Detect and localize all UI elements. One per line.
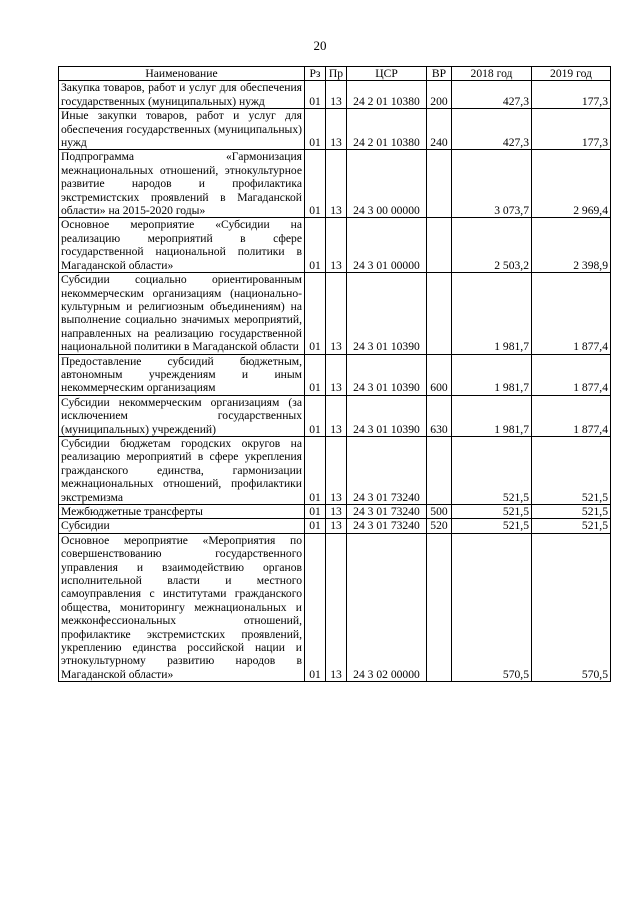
row-2019: 570,5 xyxy=(532,533,611,681)
table-row xyxy=(59,533,611,681)
row-pr: 13 xyxy=(326,81,347,109)
row-name: Субсидии xyxy=(59,519,305,533)
row-name: Субсидии социально ориентированным некоммерческим организациям (национально-культурным и религиозным объединениям) на выполнение социально значимых мероприятий, направленных на реализацию государственной национальной политики в Магаданской области xyxy=(59,273,305,354)
table-header-row xyxy=(59,67,611,81)
row-csr: 24 3 01 10390 xyxy=(347,395,427,436)
table-row xyxy=(59,109,611,150)
table-row xyxy=(59,150,611,218)
row-vr: 500 xyxy=(427,505,452,519)
row-vr: 200 xyxy=(427,81,452,109)
table-row xyxy=(59,436,611,504)
row-2019: 521,5 xyxy=(532,436,611,504)
row-2018: 2 503,2 xyxy=(452,218,532,273)
row-csr: 24 3 02 00000 xyxy=(347,533,427,681)
header-csr: ЦСР xyxy=(347,67,427,81)
row-vr xyxy=(427,273,452,354)
row-pr: 13 xyxy=(326,436,347,504)
row-pr: 13 xyxy=(326,395,347,436)
row-vr: 520 xyxy=(427,519,452,533)
row-2018: 427,3 xyxy=(452,81,532,109)
row-name: Предоставление субсидий бюджетным, автономным учреждениям и иным некоммерческим организациям xyxy=(59,354,305,395)
row-2018: 3 073,7 xyxy=(452,150,532,218)
row-pr: 13 xyxy=(326,505,347,519)
row-rz: 01 xyxy=(305,519,326,533)
row-vr: 630 xyxy=(427,395,452,436)
row-csr: 24 3 01 00000 xyxy=(347,218,427,273)
table-row xyxy=(59,354,611,395)
row-rz: 01 xyxy=(305,150,326,218)
row-pr: 13 xyxy=(326,150,347,218)
row-name: Основное мероприятие «Мероприятия по совершенствованию государственного управления и взаимодействию органов исполнительной власти и местного самоуправления с институтами гражданского общества, мониторингу межнациональных и межконфессиональных отношений, профилактике экстремистских проявлений, укреплению единства российской нации и этнокультурному развитию народов в Магаданской области» xyxy=(59,533,305,681)
table-row xyxy=(59,273,611,354)
row-2018: 1 981,7 xyxy=(452,354,532,395)
row-2019: 2 969,4 xyxy=(532,150,611,218)
row-name: Межбюджетные трансферты xyxy=(59,505,305,519)
row-vr: 240 xyxy=(427,109,452,150)
row-2018: 570,5 xyxy=(452,533,532,681)
row-pr: 13 xyxy=(326,533,347,681)
row-rz: 01 xyxy=(305,436,326,504)
row-rz: 01 xyxy=(305,354,326,395)
row-2018: 521,5 xyxy=(452,505,532,519)
row-2019: 521,5 xyxy=(532,519,611,533)
row-rz: 01 xyxy=(305,218,326,273)
row-vr: 600 xyxy=(427,354,452,395)
row-2018: 1 981,7 xyxy=(452,395,532,436)
row-csr: 24 3 01 10390 xyxy=(347,354,427,395)
header-rz: Рз xyxy=(305,67,326,81)
row-2018: 1 981,7 xyxy=(452,273,532,354)
row-csr: 24 3 01 73240 xyxy=(347,519,427,533)
row-name: Основное мероприятие «Субсидии на реализацию мероприятий в сфере государственной национальной политики в Магаданской области» xyxy=(59,218,305,273)
row-rz: 01 xyxy=(305,505,326,519)
budget-table xyxy=(58,66,611,682)
header-name: Наименование xyxy=(59,67,305,81)
row-2019: 177,3 xyxy=(532,109,611,150)
row-vr xyxy=(427,436,452,504)
header-vr: ВР xyxy=(427,67,452,81)
row-vr xyxy=(427,150,452,218)
row-2018: 521,5 xyxy=(452,519,532,533)
row-pr: 13 xyxy=(326,354,347,395)
row-pr: 13 xyxy=(326,218,347,273)
row-rz: 01 xyxy=(305,533,326,681)
row-rz: 01 xyxy=(305,81,326,109)
row-pr: 13 xyxy=(326,109,347,150)
header-2019: 2019 год xyxy=(532,67,611,81)
row-2018: 521,5 xyxy=(452,436,532,504)
row-2019: 177,3 xyxy=(532,81,611,109)
row-2019: 521,5 xyxy=(532,505,611,519)
table-row xyxy=(59,81,611,109)
table-row xyxy=(59,519,611,533)
row-name: Субсидии некоммерческим организациям (за исключением государственных (муниципальных) учреждений) xyxy=(59,395,305,436)
row-name: Подпрограмма «Гармонизация межнациональных отношений, этнокультурное развитие народов и профилактика экстремистских проявлений в Магаданской области» на 2015-2020 годы» xyxy=(59,150,305,218)
row-csr: 24 3 01 73240 xyxy=(347,436,427,504)
row-name: Иные закупки товаров, работ и услуг для обеспечения государственных (муниципальных) нужд xyxy=(59,109,305,150)
row-csr: 24 3 01 10390 xyxy=(347,273,427,354)
row-2019: 2 398,9 xyxy=(532,218,611,273)
table-row xyxy=(59,218,611,273)
row-csr: 24 2 01 10380 xyxy=(347,109,427,150)
row-pr: 13 xyxy=(326,273,347,354)
row-vr xyxy=(427,218,452,273)
table-row xyxy=(59,395,611,436)
row-2018: 427,3 xyxy=(452,109,532,150)
table-row xyxy=(59,505,611,519)
row-csr: 24 2 01 10380 xyxy=(347,81,427,109)
row-csr: 24 3 00 00000 xyxy=(347,150,427,218)
row-pr: 13 xyxy=(326,519,347,533)
page-number: 20 xyxy=(313,38,327,53)
row-csr: 24 3 01 73240 xyxy=(347,505,427,519)
row-rz: 01 xyxy=(305,109,326,150)
row-name: Закупка товаров, работ и услуг для обеспечения государственных (муниципальных) нужд xyxy=(59,81,305,109)
row-rz: 01 xyxy=(305,273,326,354)
row-2019: 1 877,4 xyxy=(532,395,611,436)
header-2018: 2018 год xyxy=(452,67,532,81)
row-vr xyxy=(427,533,452,681)
row-2019: 1 877,4 xyxy=(532,273,611,354)
row-2019: 1 877,4 xyxy=(532,354,611,395)
row-name: Субсидии бюджетам городских округов на реализацию мероприятий в сфере укрепления гражданского единства, гармонизации межнациональных отношений, профилактики экстремизма xyxy=(59,436,305,504)
header-pr: Пр xyxy=(326,67,347,81)
row-rz: 01 xyxy=(305,395,326,436)
